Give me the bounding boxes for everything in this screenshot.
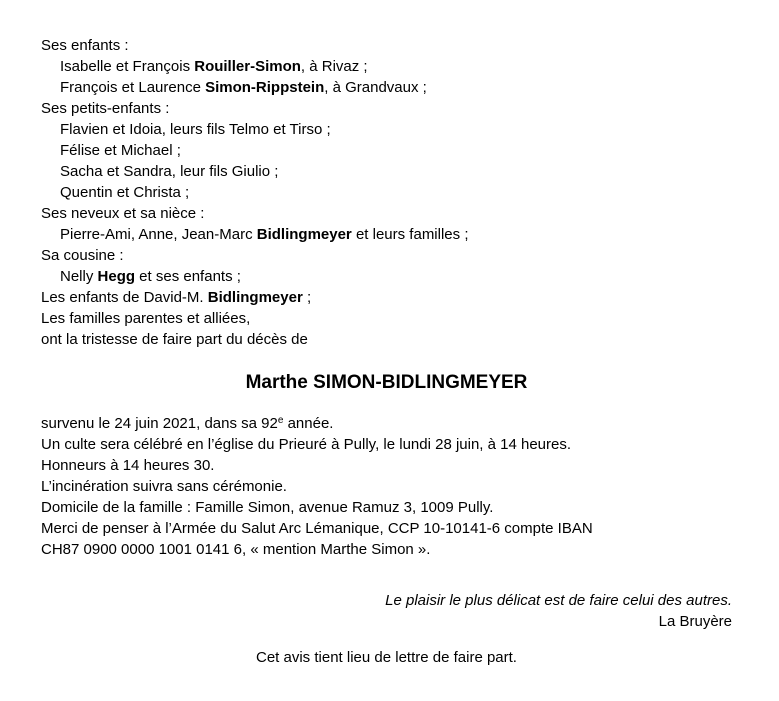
text-segment: Ses neveux et sa nièce : <box>41 205 205 222</box>
text-segment: François et Laurence <box>60 79 206 96</box>
family-name-bold: Bidlingmeyer <box>256 226 352 243</box>
text-segment: Quentin et Christa ; <box>60 184 190 201</box>
detail-line <box>41 476 732 497</box>
text-segment: , à Rivaz ; <box>300 58 368 75</box>
text-segment: Ses petits-enfants : <box>41 100 170 117</box>
family-line <box>41 119 732 140</box>
text-segment: et ses enfants ; <box>135 268 241 285</box>
quote-text: Le plaisir le plus délicat est de faire celui des autres. <box>385 592 732 609</box>
text-segment: et leurs familles ; <box>351 226 469 243</box>
family-name-bold: Rouiller-Simon <box>194 58 301 75</box>
text-segment: Un culte sera célébré en l’église du Prieuré à Pully, le lundi 28 juin, à 14 heures. <box>41 436 572 453</box>
family-line <box>41 266 732 287</box>
text-segment: Sacha et Sandra, leur fils Giulio ; <box>60 163 279 180</box>
family-line <box>41 77 732 98</box>
funeral-details <box>41 413 732 560</box>
family-line <box>41 287 732 308</box>
family-line <box>41 224 732 245</box>
family-line <box>41 161 732 182</box>
text-segment: Isabelle et François <box>60 58 195 75</box>
deceased-name: Marthe SIMON-BIDLINGMEYER <box>245 372 528 393</box>
text-segment: ; <box>302 289 312 306</box>
detail-line <box>41 455 732 476</box>
text-segment: CH87 0900 0000 1001 0141 6, « mention Marthe Simon ». <box>41 541 431 558</box>
text-segment: Nelly <box>60 268 98 285</box>
ordinal-superscript: e <box>277 415 284 426</box>
quote-attribution: La Bruyère <box>658 613 732 630</box>
family-line <box>41 98 732 119</box>
text-segment: L’incinération suivra sans cérémonie. <box>41 478 287 495</box>
text-segment: , à Grandvaux ; <box>324 79 427 96</box>
family-name-bold: Bidlingmeyer <box>207 289 303 306</box>
family-list <box>41 35 732 350</box>
text-segment: Honneurs à 14 heures 30. <box>41 457 215 474</box>
family-line <box>41 56 732 77</box>
closing-line: Cet avis tient lieu de lettre de faire part. <box>256 649 517 666</box>
family-line <box>41 308 732 329</box>
text-segment: Domicile de la famille : Famille Simon, avenue Ramuz 3, 1009 Pully. <box>41 499 494 516</box>
text-segment: année. <box>283 415 334 432</box>
text-segment: Ses enfants : <box>41 37 129 54</box>
family-name-bold: Simon-Rippstein <box>205 79 325 96</box>
detail-line <box>41 434 732 455</box>
family-line <box>41 35 732 56</box>
family-name-bold: Hegg <box>97 268 136 285</box>
text-segment: Pierre-Ami, Anne, Jean-Marc <box>60 226 257 243</box>
family-line <box>41 140 732 161</box>
family-line <box>41 203 732 224</box>
family-line <box>41 182 732 203</box>
text-segment: Les enfants de David-M. <box>41 289 208 306</box>
detail-line <box>41 539 732 560</box>
quote-block <box>41 590 732 632</box>
family-line <box>41 245 732 266</box>
detail-line <box>41 413 732 434</box>
text-segment: survenu le 24 juin 2021, dans sa 92 <box>41 415 278 432</box>
text-segment: Sa cousine : <box>41 247 124 264</box>
text-segment: Merci de penser à l’Armée du Salut Arc Lémanique, CCP 10-10141-6 compte IBAN <box>41 520 593 537</box>
detail-line <box>41 518 732 539</box>
text-segment: Félise et Michael ; <box>60 142 181 159</box>
family-line <box>41 329 732 350</box>
detail-line <box>41 497 732 518</box>
text-segment: Les familles parentes et alliées, <box>41 310 251 327</box>
text-segment: Flavien et Idoia, leurs fils Telmo et Tirso ; <box>60 121 331 138</box>
text-segment: ont la tristesse de faire part du décès de <box>41 331 308 348</box>
